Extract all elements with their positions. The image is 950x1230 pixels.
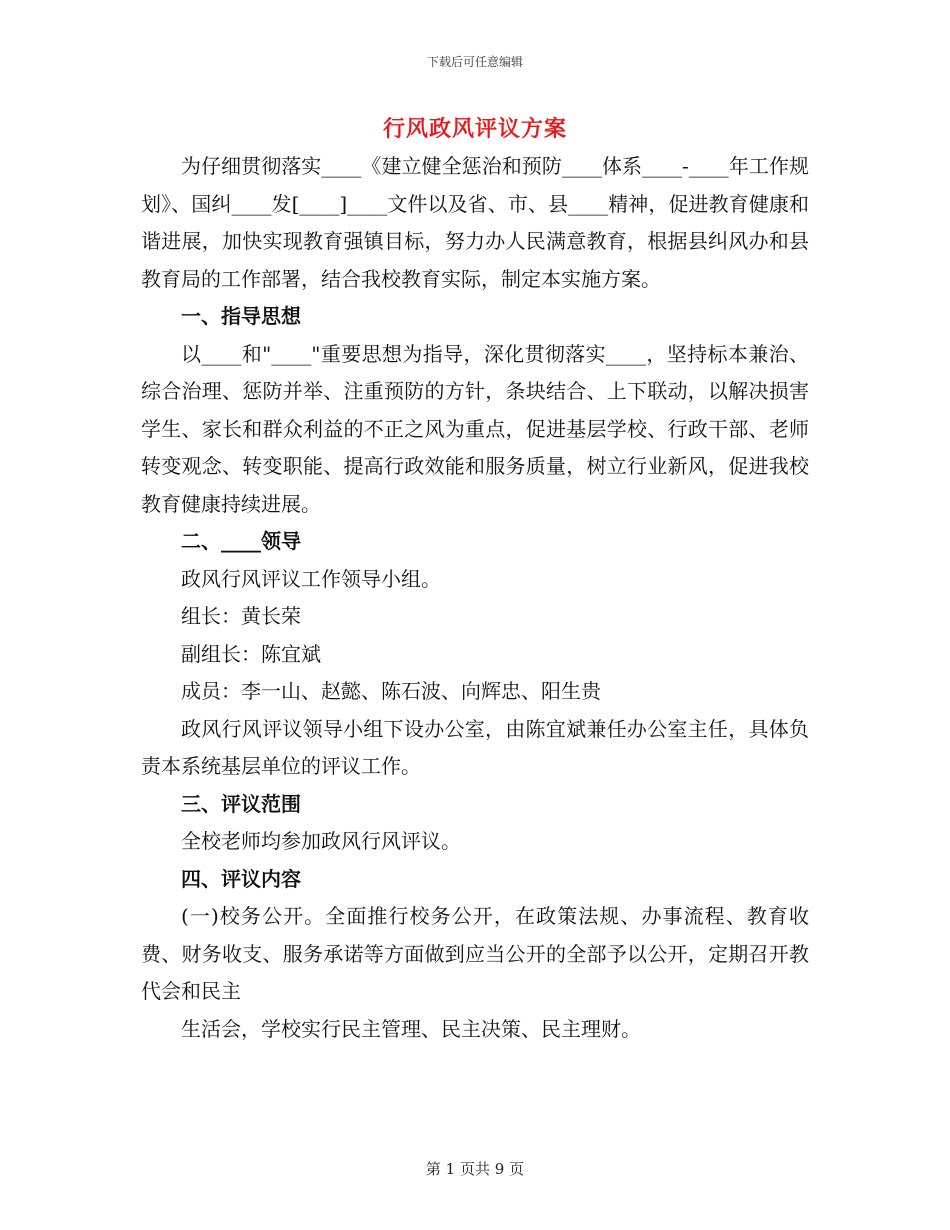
leadership-group-line: 政风行风评议工作领导小组。: [181, 566, 441, 591]
section-heading-leadership: 二、____领导: [181, 529, 301, 553]
document-title: 行风政风评议方案: [382, 116, 567, 142]
page-indicator: 第 1 页共 9 页: [425, 1160, 525, 1178]
section-heading-guiding-thought: 一、指导思想: [181, 304, 301, 328]
content-paragraph-2: 生活会，学校实行民主管理、民主决策、民主理财。: [181, 1016, 641, 1041]
leadership-office-paragraph: 政风行风评议领导小组下设办公室，由陈宜斌兼任办公室主任，具体负责本系统基层单位的评议工作。: [141, 716, 809, 778]
leader-line: 组长：黄长荣: [181, 604, 301, 628]
section-heading-content: 四、评议内容: [181, 866, 301, 891]
header-note: 下载后可任意编辑: [426, 55, 523, 69]
scope-paragraph: 全校老师均参加政风行风评议。: [181, 829, 461, 853]
content-paragraph-1: (一)校务公开。全面推行校务公开，在政策法规、办事流程、教育收费、财务收支、服务承诺等方面做到应当公开的全部予以公开，定期召开教代会和民主: [141, 904, 809, 1003]
section-heading-scope: 三、评议范围: [181, 791, 301, 816]
deputy-leader-line: 副组长：陈宜斌: [181, 641, 321, 666]
document-body: [141, 148, 809, 1048]
members-line: 成员：李一山、赵懿、陈石波、向辉忠、阳生贵: [181, 679, 601, 703]
guiding-thought-paragraph: 以____和"____"重要思想为指导，深化贯彻落实____，坚持标本兼治、综合治理、惩防并举、注重预防的方针，条块结合、上下联动，以解决损害学生、家长和群众利益的不正之风为重点，促进基层学校、行政干部、老师转变观念、转变职能、提高行政效能和服务质量，树立行业新风，促进我校教育健康持续进展。: [141, 341, 809, 516]
intro-paragraph: 为仔细贯彻落实____《建立健全惩治和预防____体系____-____年工作规划》、国纠____发[____]____文件以及省、市、县____精神，促进教育健康和谐进展，加快实现教育强镇目标，努力办人民满意教育，根据县纠风办和县教育局的工作部署，结合我校教育实际，制定本实施方案。: [141, 154, 809, 291]
